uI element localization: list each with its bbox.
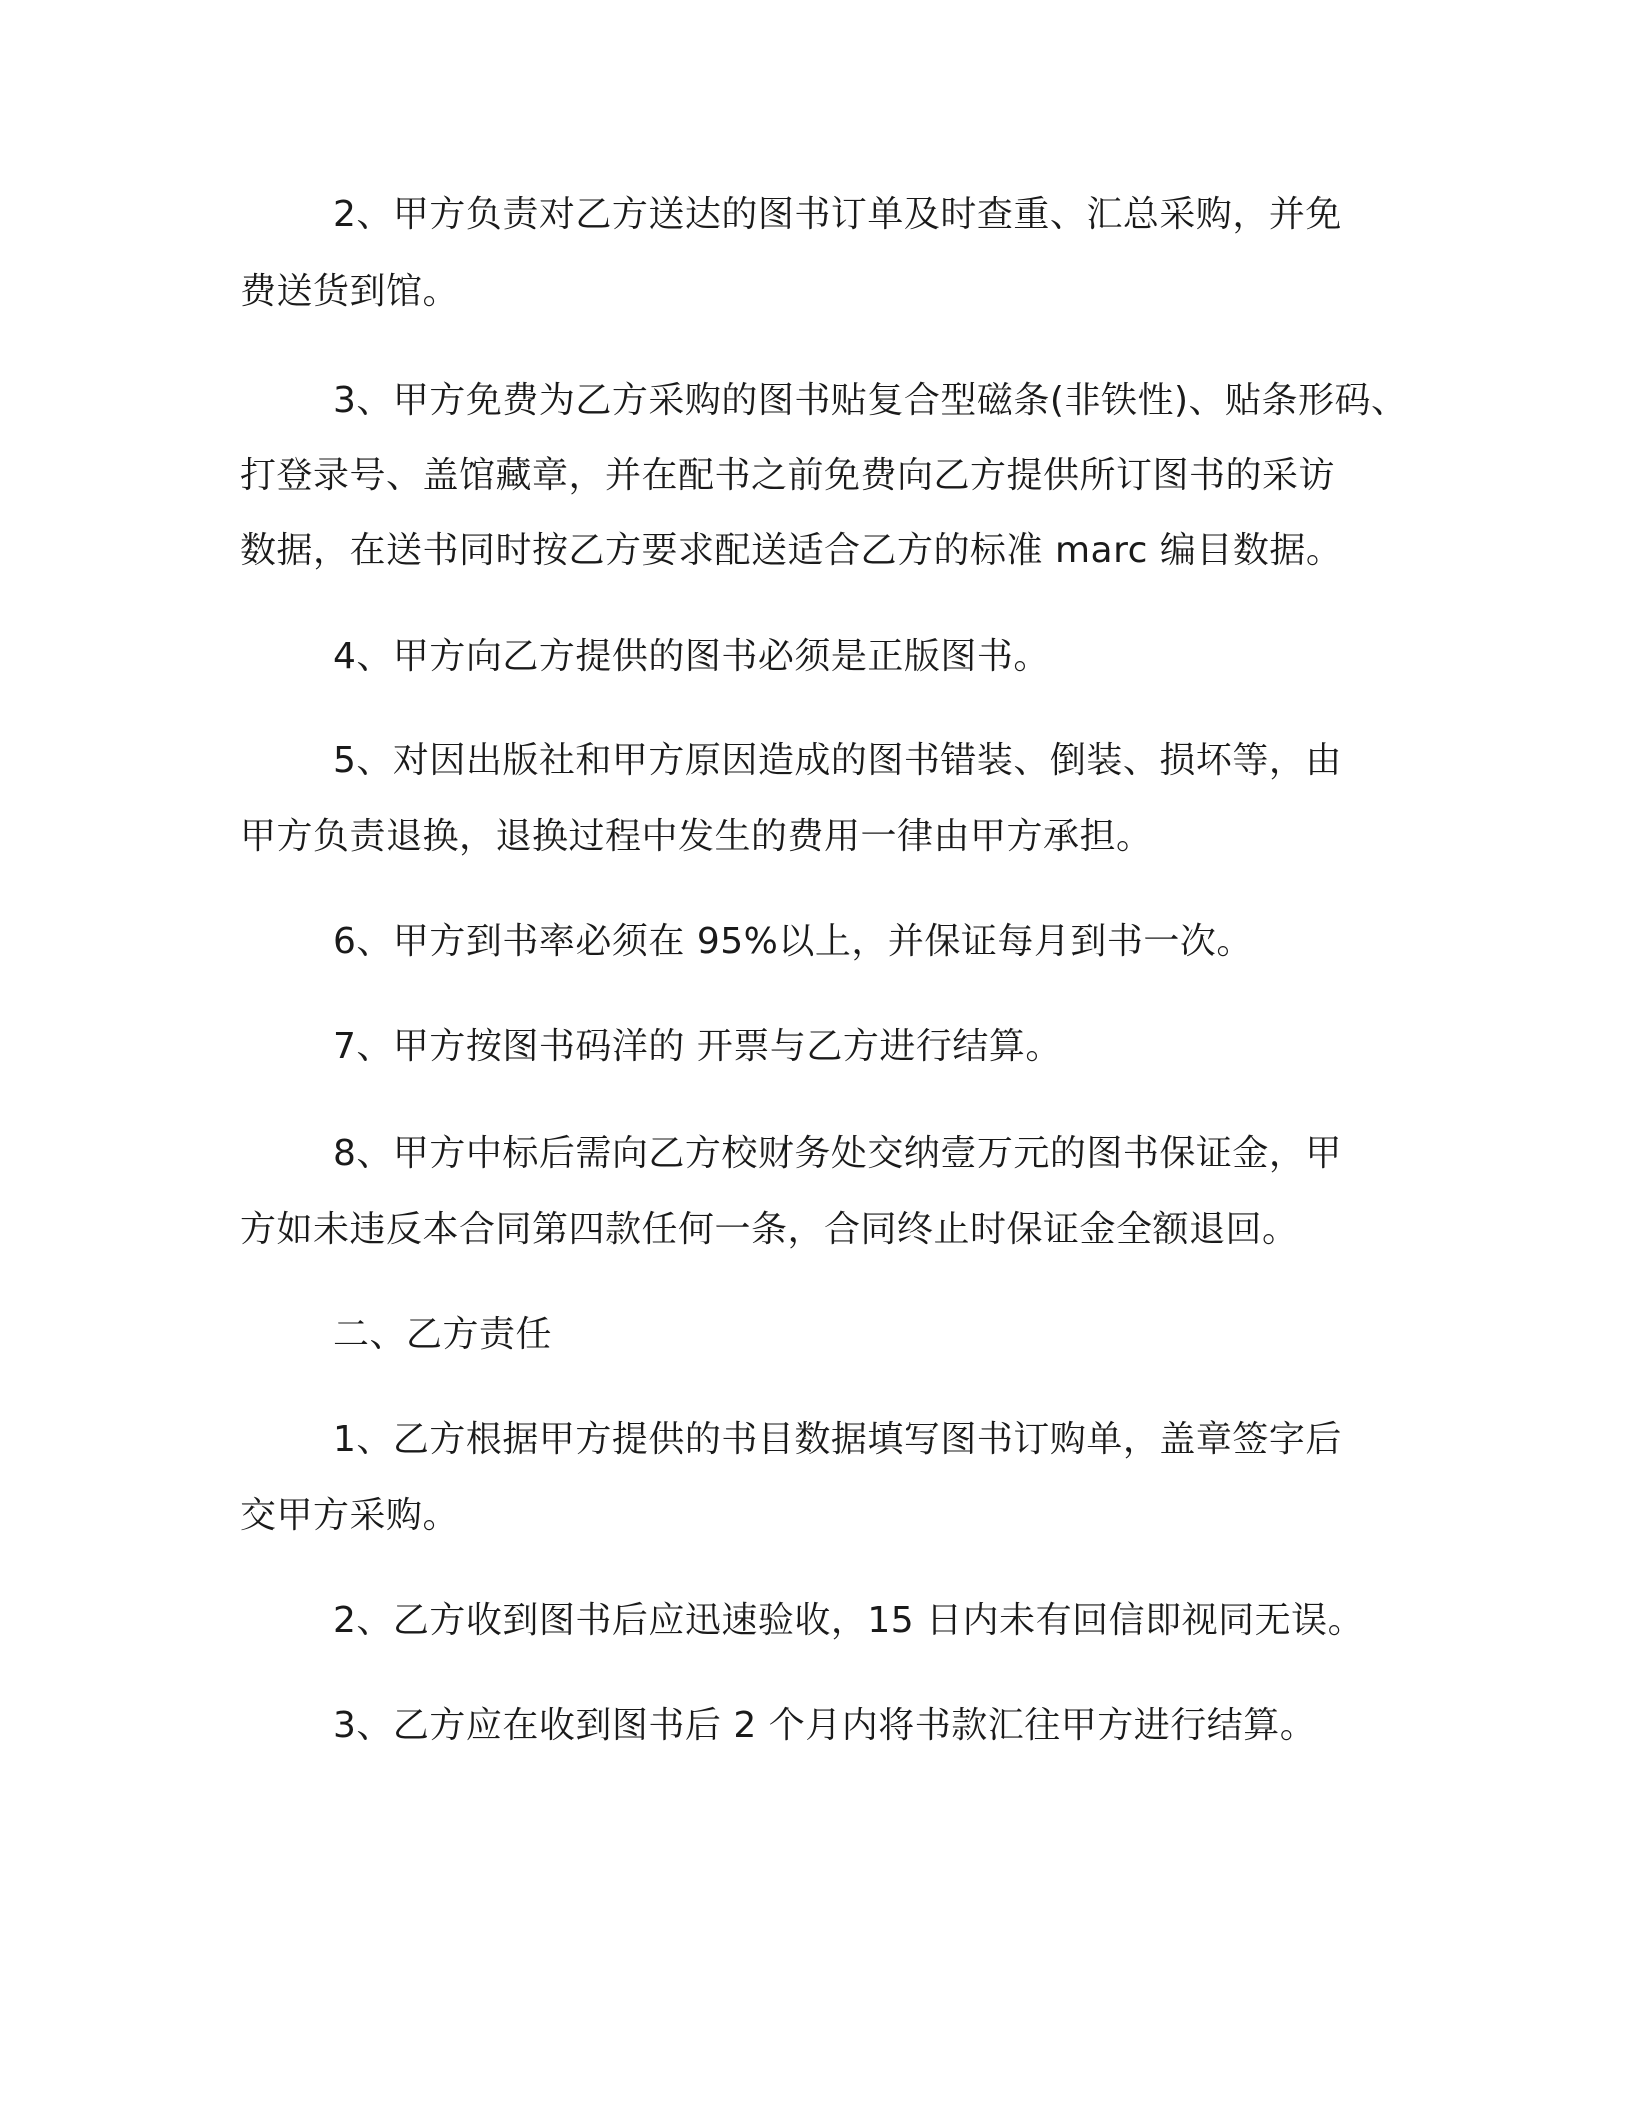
clause-b2-line-1: 2、乙方收到图书后应迅速验收，15 日内未有回信即视同无误。 [333, 1600, 1365, 1641]
clause-a3-line-3: 数据，在送书同时按乙方要求配送适合乙方的标准 marc 编目数据。 [240, 530, 1343, 571]
clause-a5-line-1: 5、对因出版社和甲方原因造成的图书错装、倒装、损坏等，由 [333, 740, 1342, 781]
clause-a6-line-1: 6、甲方到书率必须在 95%以上，并保证每月到书一次。 [333, 921, 1253, 962]
clause-b1-line-2: 交甲方采购。 [240, 1495, 460, 1536]
clause-b3-line-1: 3、乙方应在收到图书后 2 个月内将书款汇往甲方进行结算。 [333, 1705, 1317, 1746]
clause-a8-line-2: 方如未违反本合同第四款任何一条，合同终止时保证金全额退回。 [240, 1209, 1299, 1250]
clause-b1-line-1: 1、乙方根据甲方提供的书目数据填写图书订购单，盖章签字后 [333, 1419, 1342, 1460]
clause-a5-line-2: 甲方负责退换，退换过程中发生的费用一律由甲方承担。 [240, 816, 1153, 857]
clause-a4-line-1: 4、甲方向乙方提供的图书必须是正版图书。 [333, 636, 1050, 677]
clause-a7-line-1: 7、甲方按图书码洋的 开票与乙方进行结算。 [333, 1026, 1062, 1067]
clause-a3-line-2: 打登录号、盖馆藏章，并在配书之前免费向乙方提供所订图书的采访 [240, 455, 1336, 496]
section-heading-party-b: 二、乙方责任 [333, 1314, 553, 1355]
clause-a2-line-1: 2、甲方负责对乙方送达的图书订单及时查重、汇总采购，并免 [333, 194, 1342, 235]
clause-a8-line-1: 8、甲方中标后需向乙方校财务处交纳壹万元的图书保证金，甲 [333, 1133, 1342, 1174]
clause-a3-line-1: 3、甲方免费为乙方采购的图书贴复合型磁条(非铁性)、贴条形码、 [333, 380, 1408, 421]
clause-a2-line-2: 费送货到馆。 [240, 271, 460, 312]
